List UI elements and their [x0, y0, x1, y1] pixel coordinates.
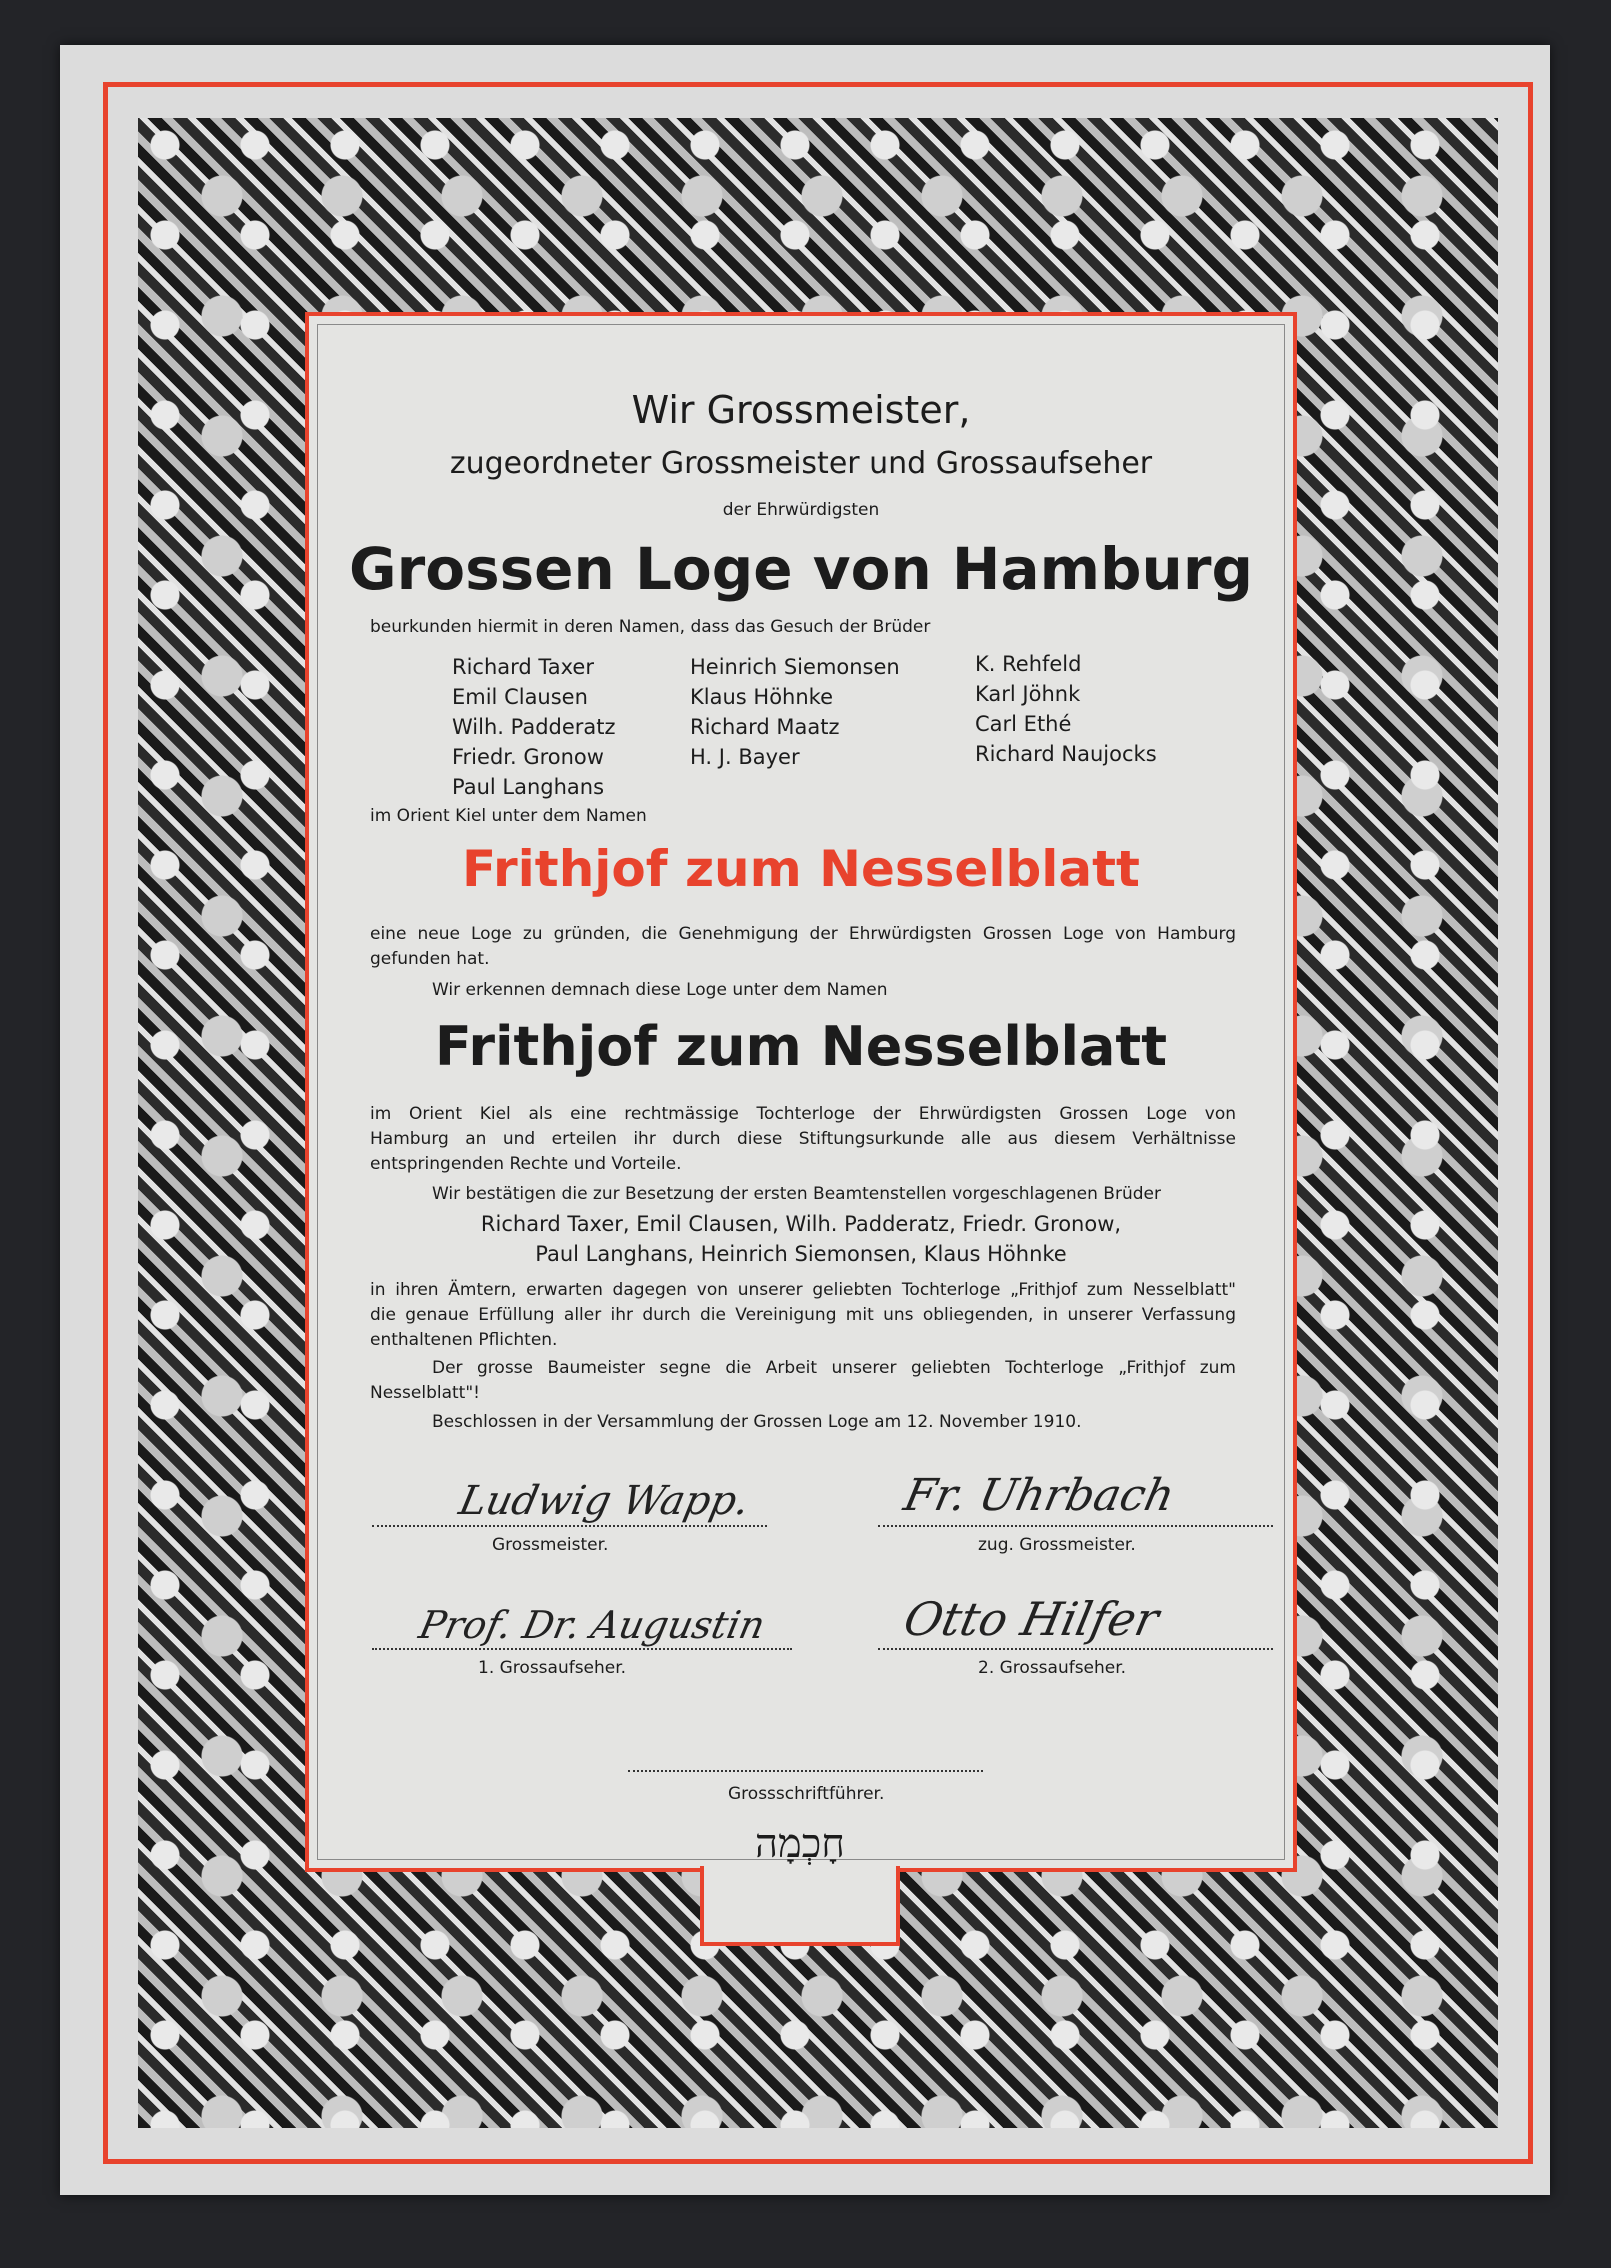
signature-line-1 — [372, 1525, 767, 1527]
signature-text: Prof. Dr. Augustin — [415, 1603, 769, 1647]
list-item: Carl Ethé — [975, 712, 1072, 736]
para6-line2: Nesselblatt"! — [370, 1383, 480, 1403]
para3-line2: Hamburg an und erteilen ihr durch diese Stiftungsurkunde alle aus diesem Verhältnisse — [370, 1129, 1236, 1149]
list-item: Paul Langhans — [452, 775, 605, 799]
signature-text: Fr. Uhrbach — [899, 1470, 1179, 1521]
signature-label-3: 1. Grossaufseher. — [478, 1658, 627, 1678]
para1-line1: eine neue Loge zu gründen, die Genehmigung der Ehrwürdigsten Grossen Loge von Hamburg — [370, 924, 1236, 944]
officers-line2: Paul Langhans, Heinrich Siemonsen, Klaus Höhnke — [535, 1242, 1067, 1266]
lodge-title: Grossen Loge von Hamburg — [349, 535, 1253, 603]
signature-text: Ludwig Wapp. — [455, 1478, 754, 1524]
lodge-name-red: Frithjof zum Nesselblatt — [462, 840, 1140, 898]
list-item: Emil Clausen — [452, 685, 588, 709]
signature-zug-grossmeister — [900, 1470, 1179, 1521]
lodge-name-black: Frithjof zum Nesselblatt — [434, 1015, 1168, 1078]
para6-line1: Der grosse Baumeister segne die Arbeit unserer geliebten Tochterloge „Frithjof zum — [432, 1358, 1236, 1378]
para5-line3: enthaltenen Pflichten. — [370, 1330, 558, 1350]
bottom-notch — [700, 1866, 900, 1946]
para5-line2: die genaue Erfüllung aller ihr durch die Vereinigung mit uns obliegenden, in unserer Verfassung — [370, 1305, 1236, 1325]
signature-label-5: Grossschriftführer. — [728, 1784, 885, 1804]
list-item: Richard Taxer — [452, 655, 594, 679]
list-item: Klaus Höhnke — [690, 685, 833, 709]
list-item: K. Rehfeld — [975, 652, 1082, 676]
hebrew-word: חָכְמָה — [755, 1821, 845, 1867]
signature-line-3 — [372, 1648, 792, 1650]
para1-line2: gefunden hat. — [370, 949, 490, 969]
para5-line1: in ihren Ämtern, erwarten dagegen von unserer geliebten Tochterloge „Frithjof zum Nesselblatt" — [370, 1280, 1236, 1300]
signature-label-2: zug. Grossmeister. — [978, 1535, 1136, 1555]
list-item: Karl Jöhnk — [975, 682, 1081, 706]
list-item: Friedr. Gronow — [452, 745, 604, 769]
list-item: H. J. Bayer — [690, 745, 800, 769]
signature-grossaufseher-2 — [899, 1592, 1163, 1646]
signature-grossaufseher-1 — [415, 1603, 769, 1647]
signature-line-4 — [878, 1648, 1273, 1650]
list-item: Richard Maatz — [690, 715, 840, 739]
header-line5: beurkunden hiermit in deren Namen, dass das Gesuch der Brüder — [370, 617, 931, 637]
signature-label-1: Grossmeister. — [492, 1535, 609, 1555]
orient-line: im Orient Kiel unter dem Namen — [370, 806, 647, 826]
signature-line-5 — [628, 1770, 983, 1772]
para3-line3: entspringenden Rechte und Vorteile. — [370, 1154, 682, 1174]
header-line3: der Ehrwürdigsten — [722, 500, 880, 520]
list-item: Wilh. Padderatz — [452, 715, 616, 739]
list-item: Heinrich Siemonsen — [690, 655, 900, 679]
signature-line-2 — [878, 1525, 1273, 1527]
header-line1: Wir Grossmeister, — [631, 388, 971, 432]
signature-grossmeister — [455, 1478, 753, 1524]
list-item: Richard Naujocks — [975, 742, 1157, 766]
para7: Beschlossen in der Versammlung der Grossen Loge am 12. November 1910. — [432, 1412, 1082, 1432]
header-line2: zugeordneter Grossmeister und Grossaufseher — [449, 446, 1153, 481]
para2: Wir erkennen demnach diese Loge unter dem Namen — [432, 980, 888, 1000]
para3-line1: im Orient Kiel als eine rechtmässige Tochterloge der Ehrwürdigsten Grossen Loge von — [370, 1104, 1236, 1124]
signature-text: Otto Hilfer — [899, 1592, 1164, 1646]
officers-line1: Richard Taxer, Emil Clausen, Wilh. Padderatz, Friedr. Gronow, — [480, 1212, 1122, 1236]
para4: Wir bestätigen die zur Besetzung der ersten Beamtenstellen vorgeschlagenen Brüder — [432, 1184, 1161, 1204]
signature-label-4: 2. Grossaufseher. — [978, 1658, 1127, 1678]
